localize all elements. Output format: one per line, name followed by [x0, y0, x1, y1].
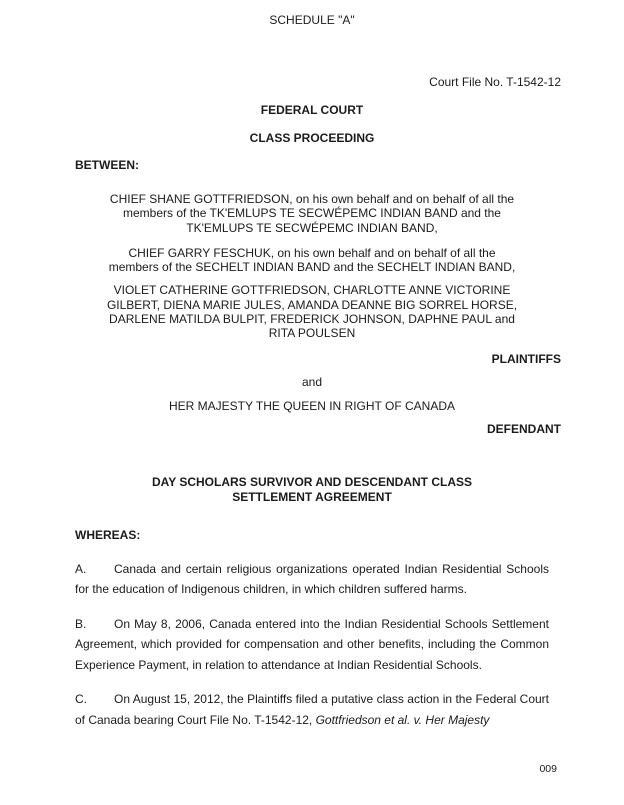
agreement-title — [75, 475, 549, 505]
court-file-number: Court File No. T-1542-12 — [429, 75, 561, 89]
recital-letter: A. — [75, 561, 87, 576]
case-citation: Gottfriedson et al. v. Her Majesty — [315, 712, 490, 727]
party-line: RITA POULSEN — [268, 326, 356, 341]
party-line: VIOLET CATHERINE GOTTFRIEDSON, CHARLOTTE ANNE VICTORINE — [113, 283, 511, 298]
page-number: 009 — [539, 763, 557, 775]
party-line: members of the SECHELT INDIAN BAND and the SECHELT INDIAN BAND, — [108, 260, 516, 275]
recital-a — [75, 559, 549, 600]
recital-letter: B. — [75, 616, 87, 631]
defendant-name: HER MAJESTY THE QUEEN IN RIGHT OF CANADA — [168, 398, 456, 413]
recital-b — [75, 614, 549, 676]
proceeding-type: CLASS PROCEEDING — [249, 131, 375, 145]
recital-text: Canada and certain religious organizations operated Indian Residential Schools for the education of Indigenous children, in which children suffered harms. — [75, 561, 549, 597]
recital-letter: C. — [75, 692, 87, 707]
agreement-title-line: DAY SCHOLARS SURVIVOR AND DESCENDANT CLASS — [151, 474, 473, 489]
schedule-label: SCHEDULE "A" — [269, 13, 355, 27]
party-block-individuals — [75, 283, 549, 340]
plaintiffs-label: PLAINTIFFS — [491, 351, 561, 366]
agreement-title-line: SETTLEMENT AGREEMENT — [232, 489, 392, 504]
party-block-tkemlups — [75, 192, 549, 235]
party-line: CHIEF SHANE GOTTFRIEDSON, on his own behalf and on behalf of all the — [109, 192, 515, 206]
party-line: CHIEF GARRY FESCHUK, on his own behalf and on behalf of all the — [128, 245, 496, 260]
recital-text: On August 15, 2012, the Plaintiffs filed a putative class action in the Federal Court of Canada bearing Court File No. T-1542-12, — [75, 692, 549, 727]
recital-c — [75, 689, 549, 730]
recital-text: On May 8, 2006, Canada entered into the Indian Residential Schools Settlement Agreement, which provided for compensation and other benefits, including the Common Experience Payment, in relation to attendance at Indian Residential Schools. — [75, 616, 549, 672]
court-name: FEDERAL COURT — [260, 103, 364, 117]
party-line: GILBERT, DIENA MARIE JULES, AMANDA DEANNE BIG SORREL HORSE, — [106, 297, 518, 312]
conjunction-and: and — [301, 374, 323, 389]
party-line: TK'EMLUPS TE SECWÉPEMC INDIAN BAND, — [186, 220, 438, 235]
whereas-label: WHEREAS: — [75, 527, 141, 542]
party-line: DARLENE MATILDA BULPIT, FREDERICK JOHNSON, DAPHNE PAUL and — [109, 312, 515, 327]
between-label: BETWEEN: — [75, 158, 139, 172]
party-block-sechelt — [75, 246, 549, 275]
party-line: members of the TK'EMLUPS TE SECWÉPEMC INDIAN BAND and the — [123, 206, 501, 221]
defendant-label: DEFENDANT — [487, 421, 561, 436]
